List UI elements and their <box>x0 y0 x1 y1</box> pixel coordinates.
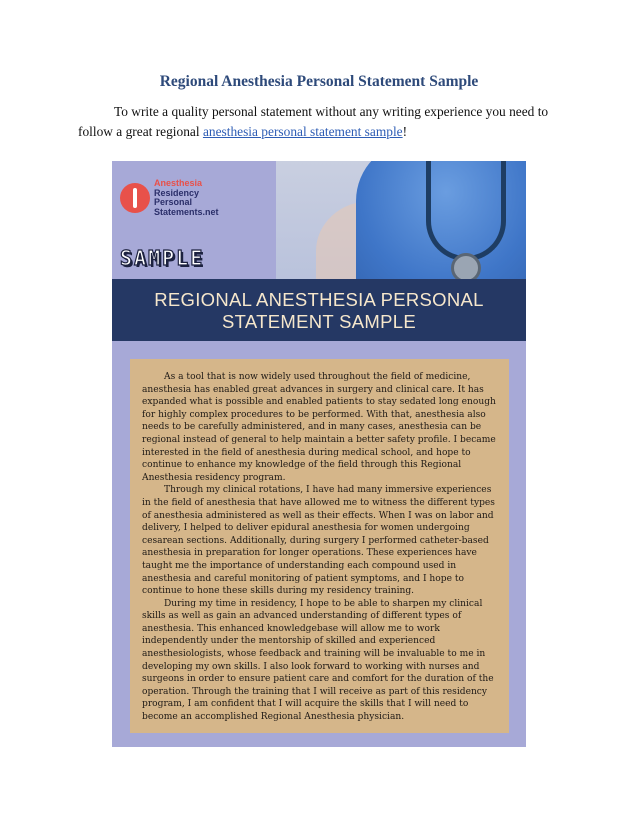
poster-banner <box>112 279 526 341</box>
statement-paragraph-1: As a tool that is now widely used throughout the field of medicine, anesthesia has enabled great advances in surgery and clinical care. It has expanded what is possible and enabled patients to stay sedated long enough for highly complex procedures to be performed. With that, anesthesia also needs to be carefully administered, and in many cases, anesthesia can be regional instead of general to help maintain a better safety profile. I became interested in the field of anesthesia during medical school, and hope to continue to enhance my knowledge of the field through this Regional Anesthesia residency program. <box>142 372 496 483</box>
poster-title-line-2: STATEMENT SAMPLE <box>222 311 416 332</box>
document-title: Regional Anesthesia Personal Statement Sample <box>159 73 479 90</box>
site-logo <box>120 179 219 217</box>
stethoscope-icon <box>426 161 506 261</box>
intro-text: To write a quality personal statement without any writing experience you need to follow a great regional <box>78 104 549 139</box>
logo-line-1: Anesthesia <box>154 178 203 188</box>
syringe-icon <box>120 183 150 213</box>
intro-text-end: ! <box>402 124 408 139</box>
logo-line-4: Statements.net <box>154 206 219 217</box>
sample-tag: SAMPLE <box>120 246 205 270</box>
statement-paragraph-3: During my time in residency, I hope to be able to sharpen my clinical skills as well as gain an advanced understanding of different types of anesthesia. This enhanced knowledgebase will allow me to work independently under the mentorship of skilled and experienced anesthesiologists, whose feedback and training will be invaluable to me in developing my own skills. I also look forward to working with nurses and surgeons in order to ensure patient care and comfort for the duration of the operation. Through the training that I will receive as part of this residency program, I am confident that I will acquire the skills that I will need to become an accomplished Regional Anesthesia physician. <box>142 598 494 723</box>
statement-paragraph-2: Through my clinical rotations, I have had many immersive experiences in the field of anesthesia that have allowed me to witness the different types of anesthesia administered as well as their effects. When I was on labor and delivery, I helped to deliver epidural anesthesia for women undergoing cesarean sections. Additionally, during surgery I performed catheter-based anesthesia in preparation for longer operations. These experiences have taught me the importance of understanding each compound used in anesthesia and careful monitoring of patient symptoms, and I hope to continue to hone these skills during my residency training. <box>142 485 495 597</box>
stethoscope-chestpiece <box>451 253 481 281</box>
intro-paragraph <box>78 102 560 142</box>
statement-card <box>130 359 509 733</box>
logo-line-3: Personal <box>154 197 193 207</box>
poster-title-line-1: REGIONAL ANESTHESIA PERSONAL <box>154 289 484 310</box>
statement-text <box>142 371 499 724</box>
sample-poster-image <box>112 161 526 747</box>
logo-line-2: Residency <box>154 187 200 198</box>
sample-link[interactable]: anesthesia personal statement sample <box>202 124 403 139</box>
poster-title <box>112 289 526 333</box>
logo-wordmark <box>154 179 219 217</box>
nurse-photo <box>276 161 526 281</box>
